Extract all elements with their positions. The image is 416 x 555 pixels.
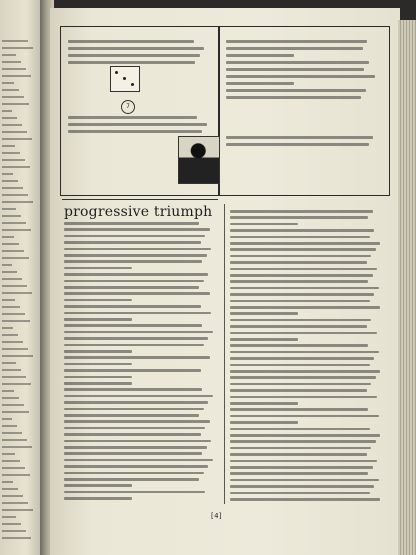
left-page-text-fragment: [2, 397, 19, 399]
left-page-text-fragment: [2, 306, 20, 308]
text-line: [230, 287, 379, 290]
left-page-text-fragment: [2, 341, 23, 343]
left-page-text-fragment: [2, 299, 15, 301]
left-page-text-fragment: [2, 264, 12, 266]
text-line: [64, 286, 199, 289]
text-line: [230, 236, 370, 239]
text-line: [64, 318, 132, 321]
left-page-text-fragment: [2, 138, 32, 140]
left-page-text-fragment: [2, 327, 13, 329]
left-page-text-fragment: [2, 313, 25, 315]
text-line: [230, 300, 370, 303]
text-line: [68, 47, 204, 50]
text-line: [64, 382, 132, 385]
left-page-text-fragment: [2, 61, 21, 63]
left-page-text-fragment: [2, 418, 12, 420]
left-page-text-fragment: [2, 334, 18, 336]
text-line: [230, 229, 374, 232]
text-line: [64, 344, 204, 347]
left-page-text-fragment: [2, 229, 31, 231]
text-line: [230, 383, 371, 386]
left-page-text-fragment: [2, 68, 26, 70]
text-line: [64, 241, 201, 244]
text-line: [230, 306, 380, 309]
text-line: [230, 357, 374, 360]
text-line: [230, 408, 368, 411]
text-line: [226, 54, 294, 57]
text-line: [230, 312, 298, 315]
text-line: [230, 453, 367, 456]
page-edges: [398, 20, 416, 555]
left-page-text-fragment: [2, 320, 30, 322]
text-line: [64, 356, 210, 359]
text-line: [230, 466, 373, 469]
text-line: [64, 478, 199, 481]
left-page-text-fragment: [2, 516, 16, 518]
left-page-text-fragment: [2, 152, 20, 154]
text-line: [226, 89, 366, 92]
left-page-text-fragment: [2, 488, 18, 490]
text-line: [64, 395, 213, 398]
left-page-text-fragment: [2, 537, 31, 539]
left-page-text-fragment: [2, 530, 26, 532]
left-page-text-fragment: [2, 187, 23, 189]
text-line: [68, 116, 197, 119]
text-line: [230, 472, 368, 475]
left-page-text-fragment: [2, 481, 13, 483]
text-line: [64, 235, 205, 238]
text-line: [230, 364, 370, 367]
left-page-text-fragment: [2, 96, 24, 98]
left-page-text-fragment: [2, 89, 19, 91]
left-page-text-fragment: [2, 446, 32, 448]
text-line: [64, 472, 204, 475]
text-line: [68, 123, 207, 126]
left-page-text-fragment: [2, 208, 16, 210]
left-page-text-fragment: [2, 411, 29, 413]
left-page-text-fragment: [2, 362, 16, 364]
text-line: [230, 498, 380, 501]
left-page-text-fragment: [2, 47, 33, 49]
text-line: [68, 130, 202, 133]
left-page-text-fragment: [2, 173, 13, 175]
text-line: [64, 280, 204, 283]
text-line: [64, 414, 199, 417]
page-number: [4]: [210, 512, 223, 520]
text-line: [230, 434, 380, 437]
dice-illustration: [110, 66, 140, 92]
text-line: [226, 61, 369, 64]
left-page-text-fragment: [2, 376, 26, 378]
left-page-text-fragment: [2, 425, 17, 427]
text-line: [64, 401, 208, 404]
text-line: [230, 280, 368, 283]
text-line: [230, 396, 377, 399]
left-page-text-fragment: [2, 257, 29, 259]
text-line: [230, 376, 376, 379]
left-page-text-fragment: [2, 460, 20, 462]
text-line: [64, 484, 132, 487]
text-line: [230, 223, 298, 226]
section-title: progressive triumph: [64, 204, 213, 220]
text-line: [230, 351, 379, 354]
text-line: [64, 299, 132, 302]
text-line: [64, 267, 132, 270]
text-line: [226, 82, 294, 85]
text-line: [226, 47, 363, 50]
text-line: [230, 485, 374, 488]
text-line: [226, 143, 369, 146]
text-line: [230, 370, 380, 373]
left-page-text-fragment: [2, 453, 15, 455]
left-page-text-fragment: [2, 103, 29, 105]
left-page-text-fragment: [2, 432, 22, 434]
left-page-text-fragment: [2, 390, 14, 392]
text-line: [230, 210, 373, 213]
text-line: [68, 54, 200, 57]
text-line: [230, 319, 371, 322]
left-page-text-fragment: [2, 75, 31, 77]
figure-number-badge: 7: [121, 100, 135, 114]
text-line: [64, 312, 211, 315]
text-line: [68, 40, 194, 43]
text-line: [230, 492, 370, 495]
left-page-text-fragment: [2, 131, 27, 133]
text-line: [230, 460, 377, 463]
text-line: [64, 337, 208, 340]
text-line: [64, 363, 132, 366]
text-line: [230, 479, 379, 482]
text-line: [64, 292, 210, 295]
text-line: [226, 68, 364, 71]
left-page-text-fragment: [2, 271, 17, 273]
left-page-text-fragment: [2, 215, 21, 217]
left-page-text-fragment: [2, 124, 22, 126]
text-line: [230, 325, 367, 328]
left-page-text-fragment: [2, 439, 27, 441]
text-line: [68, 61, 195, 64]
text-line: [230, 293, 374, 296]
left-page-text-fragment: [2, 278, 22, 280]
text-line: [64, 497, 132, 500]
left-page-text-fragment: [2, 404, 24, 406]
text-line: [226, 75, 375, 78]
text-line: [64, 324, 202, 327]
left-page-text-fragment: [2, 292, 32, 294]
left-page-text-fragment: [2, 145, 15, 147]
text-line: [226, 40, 367, 43]
left-page-text-fragment: [2, 383, 31, 385]
left-page-text-fragment: [2, 159, 25, 161]
text-line: [230, 389, 367, 392]
text-line: [230, 440, 376, 443]
text-line: [230, 274, 373, 277]
top-text-box: [60, 26, 390, 196]
text-line: [230, 447, 371, 450]
text-line: [230, 268, 377, 271]
left-page-text-fragment: [2, 502, 28, 504]
title-rule: [62, 199, 218, 200]
text-line: [226, 96, 361, 99]
left-page-text-fragment: [2, 82, 14, 84]
text-line: [64, 420, 210, 423]
text-line: [230, 428, 370, 431]
text-line: [64, 350, 132, 353]
left-page-text-fragment: [2, 222, 26, 224]
text-line: [64, 222, 199, 225]
text-line: [230, 261, 367, 264]
left-page-text-fragment: [2, 467, 25, 469]
left-page-text-fragment: [2, 194, 28, 196]
text-line: [64, 440, 211, 443]
text-line: [64, 376, 132, 379]
text-line: [64, 446, 207, 449]
text-line: [230, 421, 298, 424]
text-line: [64, 433, 201, 436]
text-line: [230, 242, 380, 245]
text-line: [64, 273, 208, 276]
playing-card-illustration: [178, 136, 220, 184]
left-page-text-fragment: [2, 348, 28, 350]
text-line: [64, 427, 205, 430]
left-page-text-fragment: [2, 523, 21, 525]
column-rule: [224, 204, 225, 504]
text-line: [64, 260, 202, 263]
text-line: [230, 216, 368, 219]
left-page-text-fragment: [2, 495, 23, 497]
left-page-text-fragment: [2, 180, 18, 182]
left-page-text-fragment: [2, 236, 14, 238]
left-page-text-fragment: [2, 509, 33, 511]
text-line: [230, 248, 376, 251]
left-page-text-fragment: [2, 250, 24, 252]
text-line: [230, 344, 368, 347]
text-line: [64, 248, 211, 251]
text-line: [64, 254, 207, 257]
left-page-text-fragment: [2, 110, 12, 112]
text-line: [226, 136, 373, 139]
left-page-text-fragment: [2, 54, 16, 56]
text-line: [64, 491, 205, 494]
text-line: [230, 338, 298, 341]
text-line: [64, 331, 213, 334]
text-line: [64, 228, 210, 231]
text-line: [230, 332, 377, 335]
text-line: [64, 305, 201, 308]
left-page-text-fragment: [2, 243, 19, 245]
text-line: [64, 369, 201, 372]
left-page-text-fragment: [2, 285, 27, 287]
left-page-text-fragment: [2, 40, 28, 42]
text-line: [64, 388, 202, 391]
left-page-text-fragment: [2, 474, 30, 476]
left-page-text-fragment: [2, 117, 17, 119]
left-page-text-fragment: [2, 355, 33, 357]
text-line: [230, 255, 371, 258]
text-line: [64, 465, 208, 468]
text-line: [230, 402, 298, 405]
left-page-text-fragment: [2, 166, 30, 168]
text-line: [64, 408, 204, 411]
text-line: [230, 415, 379, 418]
left-page-text-fragment: [2, 201, 33, 203]
text-line: [64, 452, 202, 455]
left-page-text-fragment: [2, 369, 21, 371]
text-line: [64, 459, 213, 462]
